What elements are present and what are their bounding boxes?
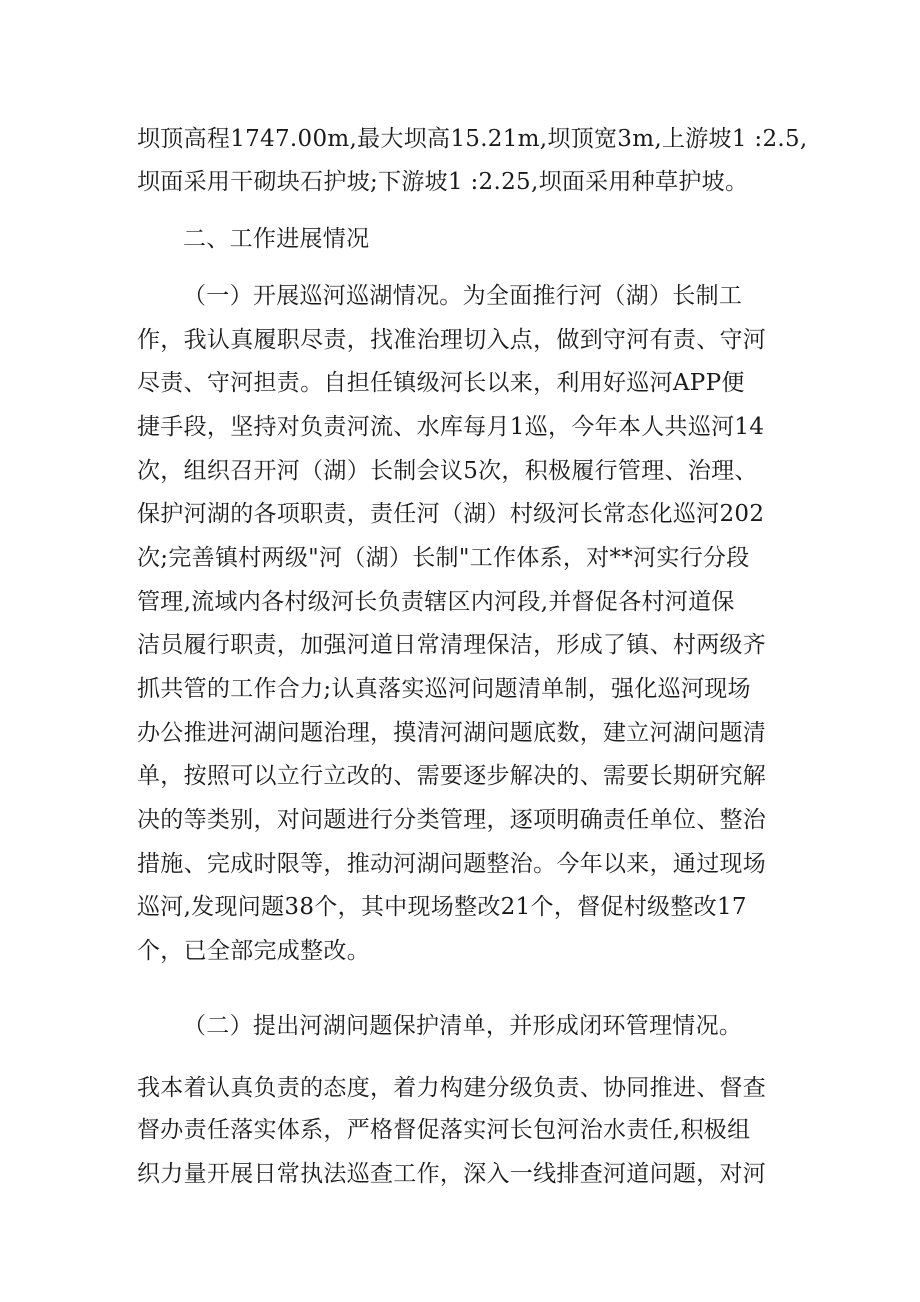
text-line: 作，我认真履职尽责，找准治理切入点，做到守河有责、守河	[137, 327, 767, 353]
text-line: 次，组织召开河（湖）长制会议5次，积极履行管理、治理、	[137, 458, 758, 484]
paragraph-first-line: （一）开展巡河巡湖情况。为全面推行河（湖）长制工	[183, 283, 743, 309]
text-line: 坝顶高程1747.00m,最大坝高15.21m,坝顶宽3m,上游坡1 :2.5,	[137, 126, 808, 152]
text-line: 捷手段，坚持对负责河流、水库每月1巡，今年本人共巡河14	[137, 414, 765, 440]
text-line: 洁员履行职责，加强河道日常清理保洁，形成了镇、村两级齐	[137, 632, 767, 658]
subsection-heading: （二）提出河湖问题保护清单，并形成闭环管理情况。	[183, 1013, 743, 1039]
text-line: 督办责任落实体系，严格督促落实河长包河治水责任,积极组	[137, 1117, 751, 1143]
text-line: 巡河,发现问题38个，其中现场整改21个，督促村级整改17	[137, 894, 747, 920]
text-line: 次;完善镇村两级"河（湖）长制"工作体系，对**河实行分段	[137, 545, 750, 571]
text-line: 个，已全部完成整改。	[137, 938, 370, 964]
text-line: 单，按照可以立行立改的、需要逐步解决的、需要长期研究解	[137, 763, 767, 789]
text-line: 办公推进河湖问题治理，摸清河湖问题底数，建立河湖问题清	[137, 720, 767, 746]
text-line: 我本着认真负责的态度，着力构建分级负责、协同推进、督查	[137, 1075, 767, 1101]
text-line: 管理,流域内各村级河长负责辖区内河段,并督促各村河道保	[137, 589, 735, 615]
section-heading: 二、工作进展情况	[183, 226, 370, 252]
text-line: 尽责、守河担责。自担任镇级河长以来，利用好巡河APP便	[137, 370, 745, 396]
text-line: 织力量开展日常执法巡查工作，深入一线排查河道问题，对河	[137, 1161, 767, 1187]
text-line: 措施、完成时限等，推动河湖问题整治。今年以来，通过现场	[137, 851, 767, 877]
text-line: 坝面采用干砌块石护坡;下游坡1 :2.25,坝面采用种草护坡。	[137, 169, 749, 195]
text-line: 保护河湖的各项职责，责任河（湖）村级河长常态化巡河202	[137, 501, 765, 527]
text-line: 抓共管的工作合力;认真落实巡河问题清单制，强化巡河现场	[137, 676, 751, 702]
text-line: 决的等类别，对问题进行分类管理，逐项明确责任单位、整治	[137, 807, 767, 833]
